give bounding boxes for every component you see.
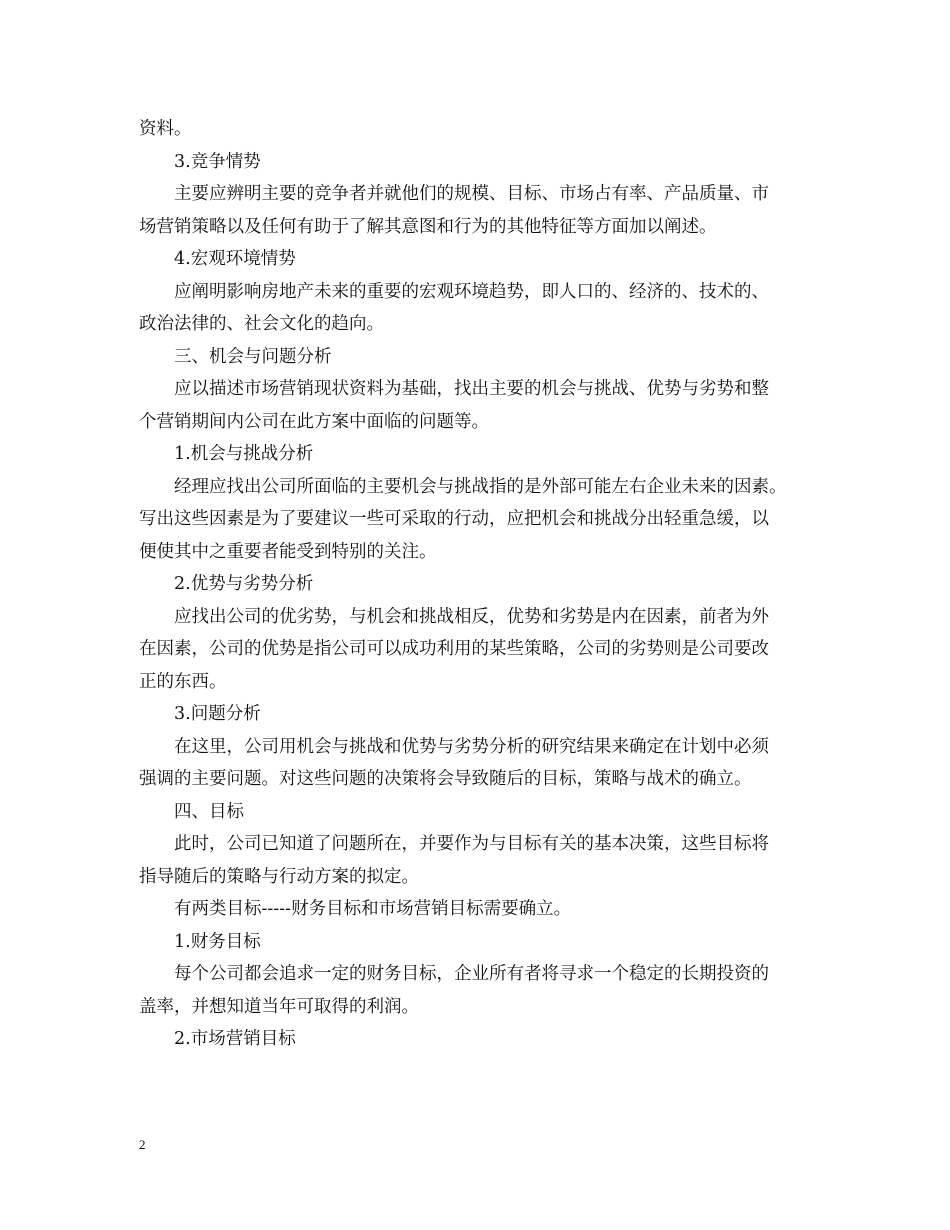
document-body — [139, 113, 814, 1056]
text-line: 强调的主要问题。对这些问题的决策将会导致随后的目标，策略与战术的确立。 — [139, 769, 752, 789]
text-line: 2.优势与劣势分析 — [174, 574, 314, 594]
text-line: 有两类目标-----财务目标和市场营销目标需要确立。 — [174, 899, 572, 919]
text-line: 3.竞争情势 — [174, 151, 261, 172]
text-line: 应以描述市场营销现状资料为基础，找出主要的机会与挑战、优势与劣势和整 — [174, 379, 769, 399]
text-line: 正的东西。 — [139, 671, 227, 692]
page-number: 2 — [139, 1137, 146, 1152]
text-line: 1.财务目标 — [174, 931, 261, 952]
text-line: 政治法律的、社会文化的趋向。 — [139, 314, 384, 334]
text-line: 经理应找出公司所面临的主要机会与挑战指的是外部可能左右企业未来的因素。 — [174, 476, 787, 497]
text-line: 四、目标 — [174, 801, 244, 822]
text-line: 写出这些因素是为了要建议一些可采取的行动，应把机会和挑战分出轻重急缓，以 — [139, 509, 769, 529]
text-line: 在因素，公司的优势是指公司可以成功利用的某些策略，公司的劣势则是公司要改 — [139, 639, 769, 659]
text-line: 3.问题分析 — [174, 704, 261, 724]
text-line: 4.宏观环境情势 — [174, 249, 296, 269]
text-line: 指导随后的策略与行动方案的拟定。 — [139, 866, 419, 887]
text-line: 资料。 — [139, 119, 192, 139]
text-line: 个营销期间内公司在此方案中面临的问题等。 — [139, 411, 489, 432]
text-line: 1.机会与挑战分析 — [174, 444, 314, 464]
text-line: 盖率，并想知道当年可取得的利润。 — [139, 996, 419, 1017]
text-line: 每个公司都会追求一定的财务目标，企业所有者将寻求一个稳定的长期投资的 — [174, 964, 769, 984]
text-line: 此时，公司已知道了问题所在，并要作为与目标有关的基本决策，这些目标将 — [174, 834, 769, 854]
text-line: 主要应辨明主要的竞争者并就他们的规模、目标、市场占有率、产品质量、市 — [174, 184, 769, 204]
text-line: 应找出公司的优劣势，与机会和挑战相反，优势和劣势是内在因素，前者为外 — [174, 606, 769, 627]
text-line: 便使其中之重要者能受到特别的关注。 — [139, 541, 437, 562]
text-line: 应阐明影响房地产未来的重要的宏观环境趋势，即人口的、经济的、技术的、 — [174, 281, 769, 302]
text-line: 场营销策略以及任何有助于了解其意图和行为的其他特征等方面加以阐述。 — [139, 216, 717, 237]
text-line: 在这里，公司用机会与挑战和优势与劣势分析的研究结果来确定在计划中必须 — [174, 736, 769, 757]
text-line: 三、机会与问题分析 — [174, 346, 332, 367]
text-line: 2.市场营销目标 — [174, 1029, 296, 1049]
